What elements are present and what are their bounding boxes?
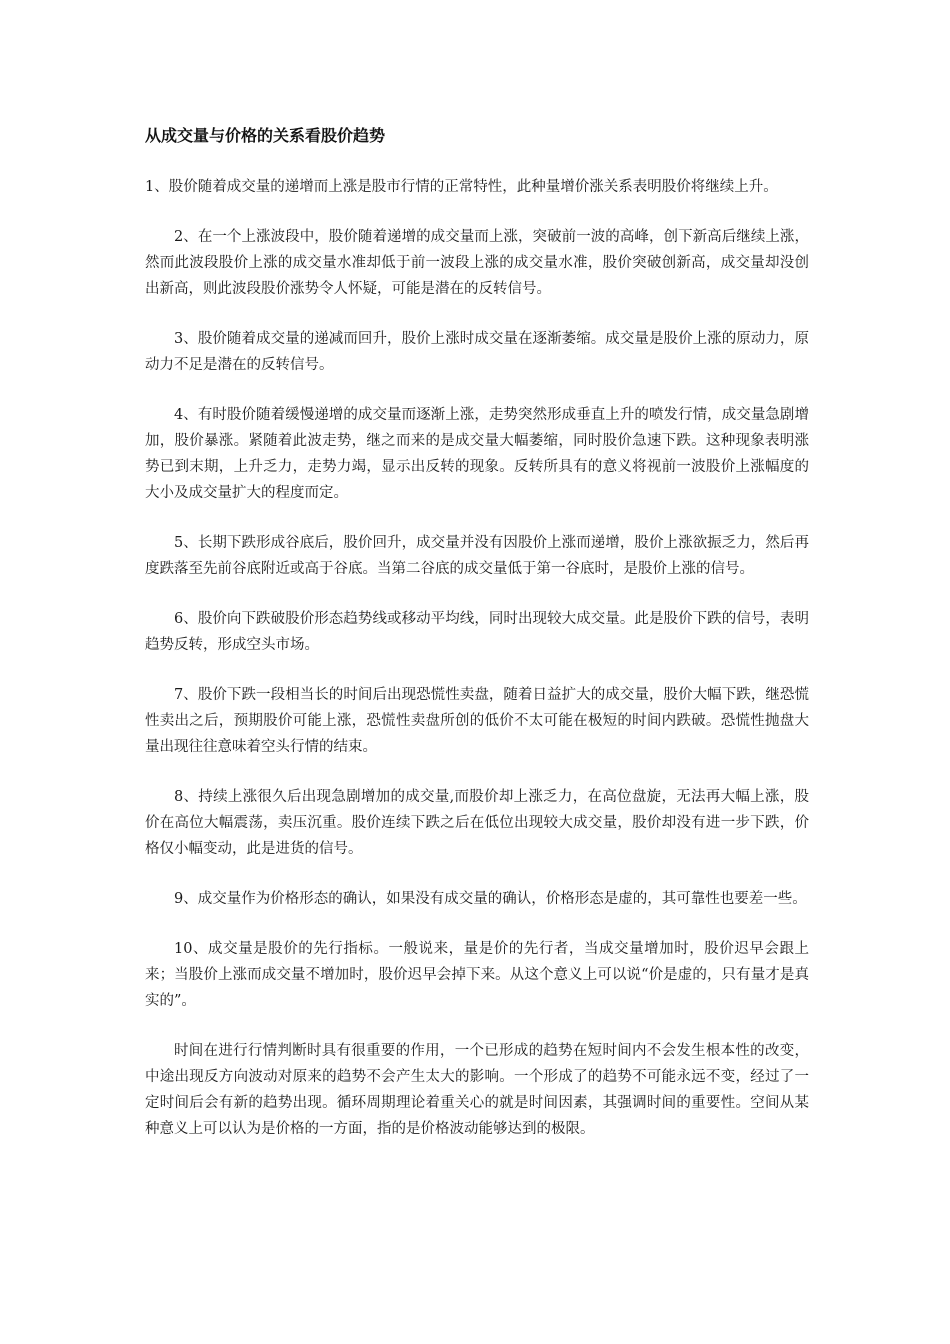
paragraph-8: 8、持续上涨很久后出现急剧增加的成交量,而股价却上涨乏力，在高位盘旋，无法再大幅上涨，股价在高位大幅震荡，卖压沉重。股价连续下跌之后在低位出现较大成交量，股价却没有进一步下跌，价格仅小幅变动，此是进货的信号。 xyxy=(145,789,809,857)
paragraph-10: 10、成交量是股价的先行指标。一般说来，量是价的先行者，当成交量增加时，股价迟早会跟上来；当股价上涨而成交量不增加时，股价迟早会掉下来。从这个意义上可以说“价是虚的，只有量才是真实的”。 xyxy=(145,941,809,1009)
paragraph-time: 时间在进行行情判断时具有很重要的作用，一个已形成的趋势在短时间内不会发生根本性的改变，中途出现反方向波动对原来的趋势不会产生太大的影响。一个形成了的趋势不可能永远不变，经过了一定时间后会有新的趋势出现。循环周期理论着重关心的就是时间因素，其强调时间的重要性。空间从某种意义上可以认为是价格的一方面，指的是价格波动能够达到的极限。 xyxy=(145,1043,809,1137)
paragraph-9: 9、成交量作为价格形态的确认，如果没有成交量的确认，价格形态是虚的，其可靠性也要差一些。 xyxy=(174,891,807,907)
paragraph-7: 7、股价下跌一段相当长的时间后出现恐慌性卖盘，随着日益扩大的成交量，股价大幅下跌，继恐慌性卖出之后，预期股价可能上涨，恐慌性卖盘所创的低价不太可能在极短的时间内跌破。恐慌性抛盘大量出现往往意味着空头行情的结束。 xyxy=(145,687,809,755)
paragraph-3: 3、股价随着成交量的递减而回升，股价上涨时成交量在逐渐萎缩。成交量是股价上涨的原动力，原动力不足是潜在的反转信号。 xyxy=(145,331,809,373)
paragraph-4: 4、有时股价随着缓慢递增的成交量而逐渐上涨，走势突然形成垂直上升的喷发行情，成交量急剧增加，股价暴涨。紧随着此波走势，继之而来的是成交量大幅萎缩，同时股价急速下跌。这种现象表明涨势已到末期，上升乏力，走势力竭，显示出反转的现象。反转所具有的意义将视前一波股价上涨幅度的大小及成交量扩大的程度而定。 xyxy=(145,407,809,501)
document-title: 从成交量与价格的关系看股价趋势 xyxy=(145,126,386,145)
paragraph-1: 1、股价随着成交量的递增而上涨是股市行情的正常特性，此种量增价涨关系表明股价将继续上升。 xyxy=(145,179,778,195)
paragraph-5: 5、长期下跌形成谷底后，股价回升，成交量并没有因股价上涨而递增，股价上涨欲振乏力，然后再度跌落至先前谷底附近或高于谷底。当第二谷底的成交量低于第一谷底时，是股价上涨的信号。 xyxy=(145,535,809,577)
paragraph-6: 6、股价向下跌破股价形态趋势线或移动平均线，同时出现较大成交量。此是股价下跌的信号，表明趋势反转，形成空头市场。 xyxy=(145,611,809,653)
document-page xyxy=(145,124,809,1166)
paragraph-2: 2、在一个上涨波段中，股价随着递增的成交量而上涨，突破前一波的高峰，创下新高后继续上涨，然而此波段股价上涨的成交量水准却低于前一波段上涨的成交量水准，股价突破创新高，成交量却没创出新高，则此波段股价涨势令人怀疑，可能是潜在的反转信号。 xyxy=(145,229,809,297)
